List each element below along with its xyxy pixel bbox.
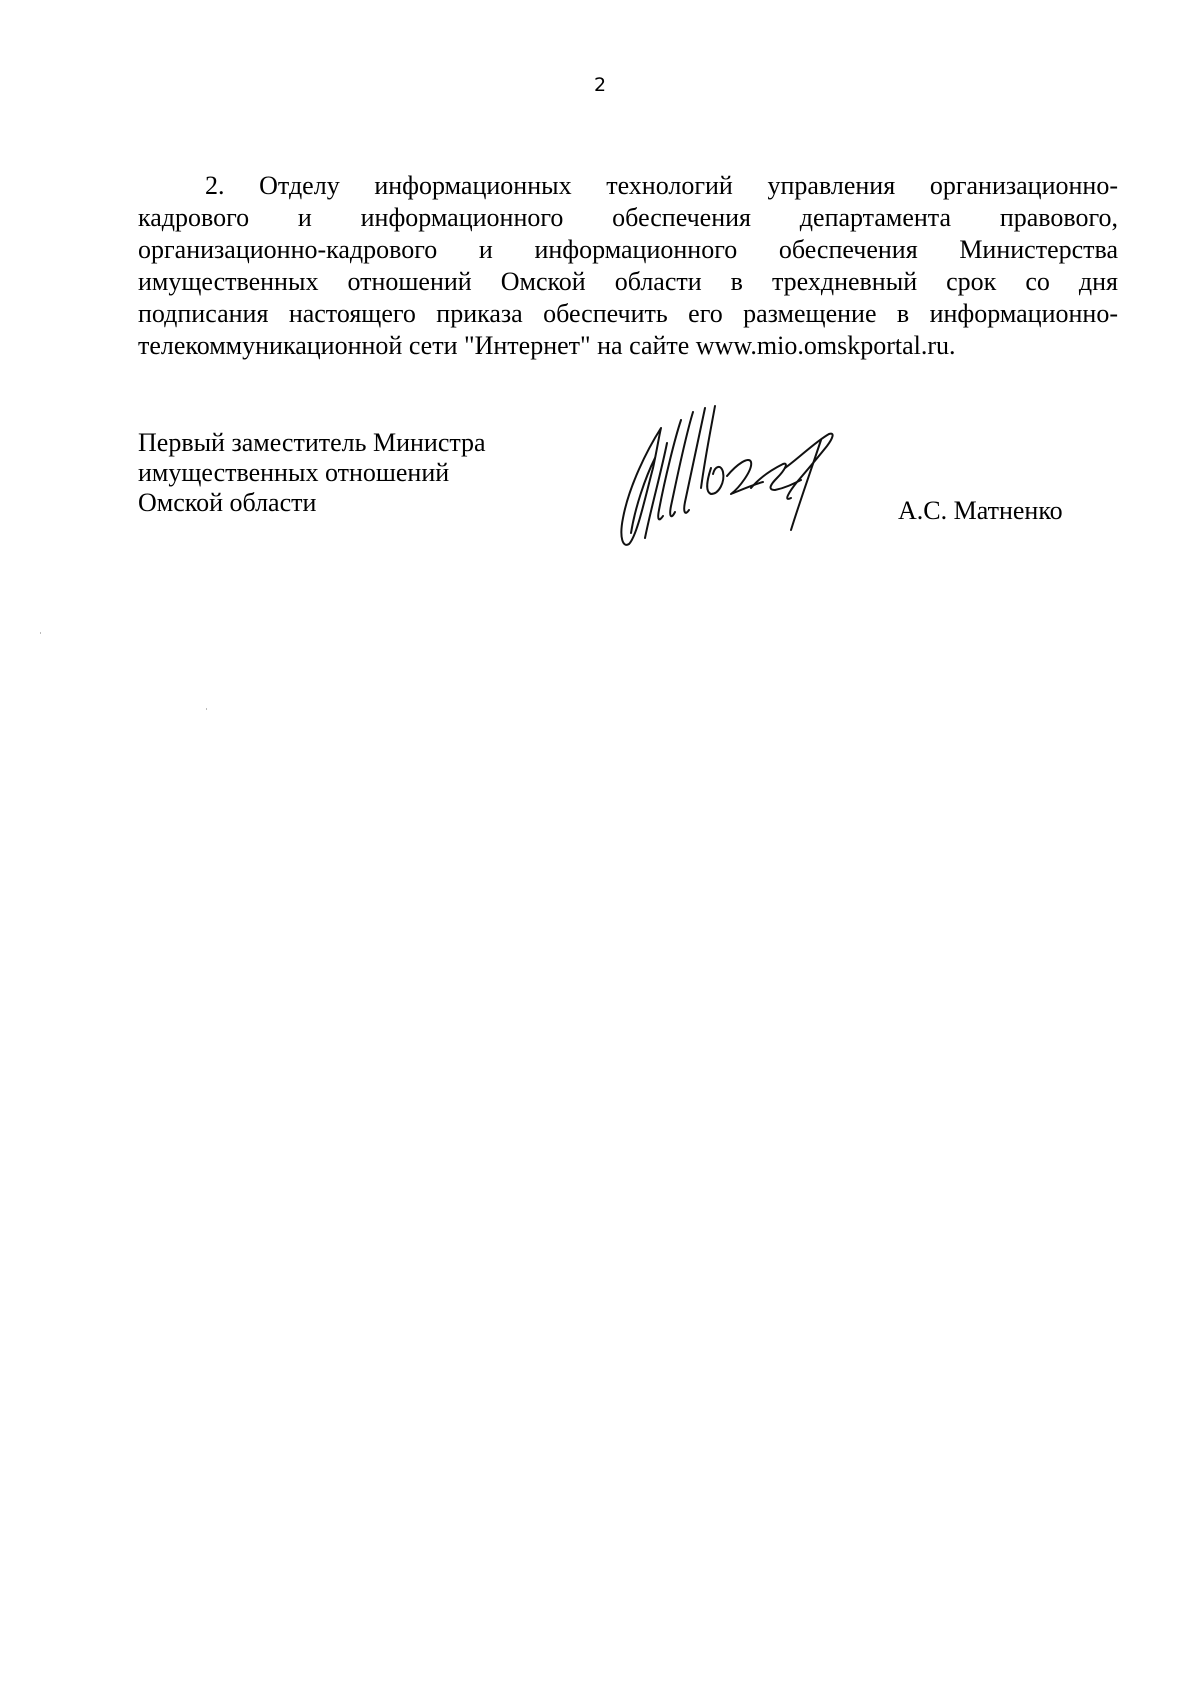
paragraph-line: организационно-кадрового и информационного обеспечения Министерства <box>138 235 1118 264</box>
paragraph-line: телекоммуникационной сети "Интернет" на сайте www.mio.omskportal.ru. <box>138 331 956 360</box>
signatory-title-line: Омской области <box>138 488 317 517</box>
order-paragraph-2 <box>138 170 1118 362</box>
paragraph-line: имущественных отношений Омской области в трехдневный срок со дня <box>138 267 1118 296</box>
signatory-title <box>138 428 486 518</box>
scan-artifact <box>206 708 207 710</box>
signatory-title-line: Первый заместитель Министра <box>138 428 486 457</box>
signatory-title-line: имущественных отношений <box>138 458 450 487</box>
handwritten-signature <box>615 398 875 550</box>
scan-artifact <box>40 632 41 634</box>
paragraph-line: 2. Отделу информационных технологий управления организационно- <box>205 171 1118 200</box>
paragraph-line: подписания настоящего приказа обеспечить его размещение в информационно- <box>138 299 1118 328</box>
signer-name: А.С. Матненко <box>898 496 1063 525</box>
page-number: 2 <box>593 74 607 96</box>
paragraph-line: кадрового и информационного обеспечения департамента правового, <box>138 203 1118 232</box>
